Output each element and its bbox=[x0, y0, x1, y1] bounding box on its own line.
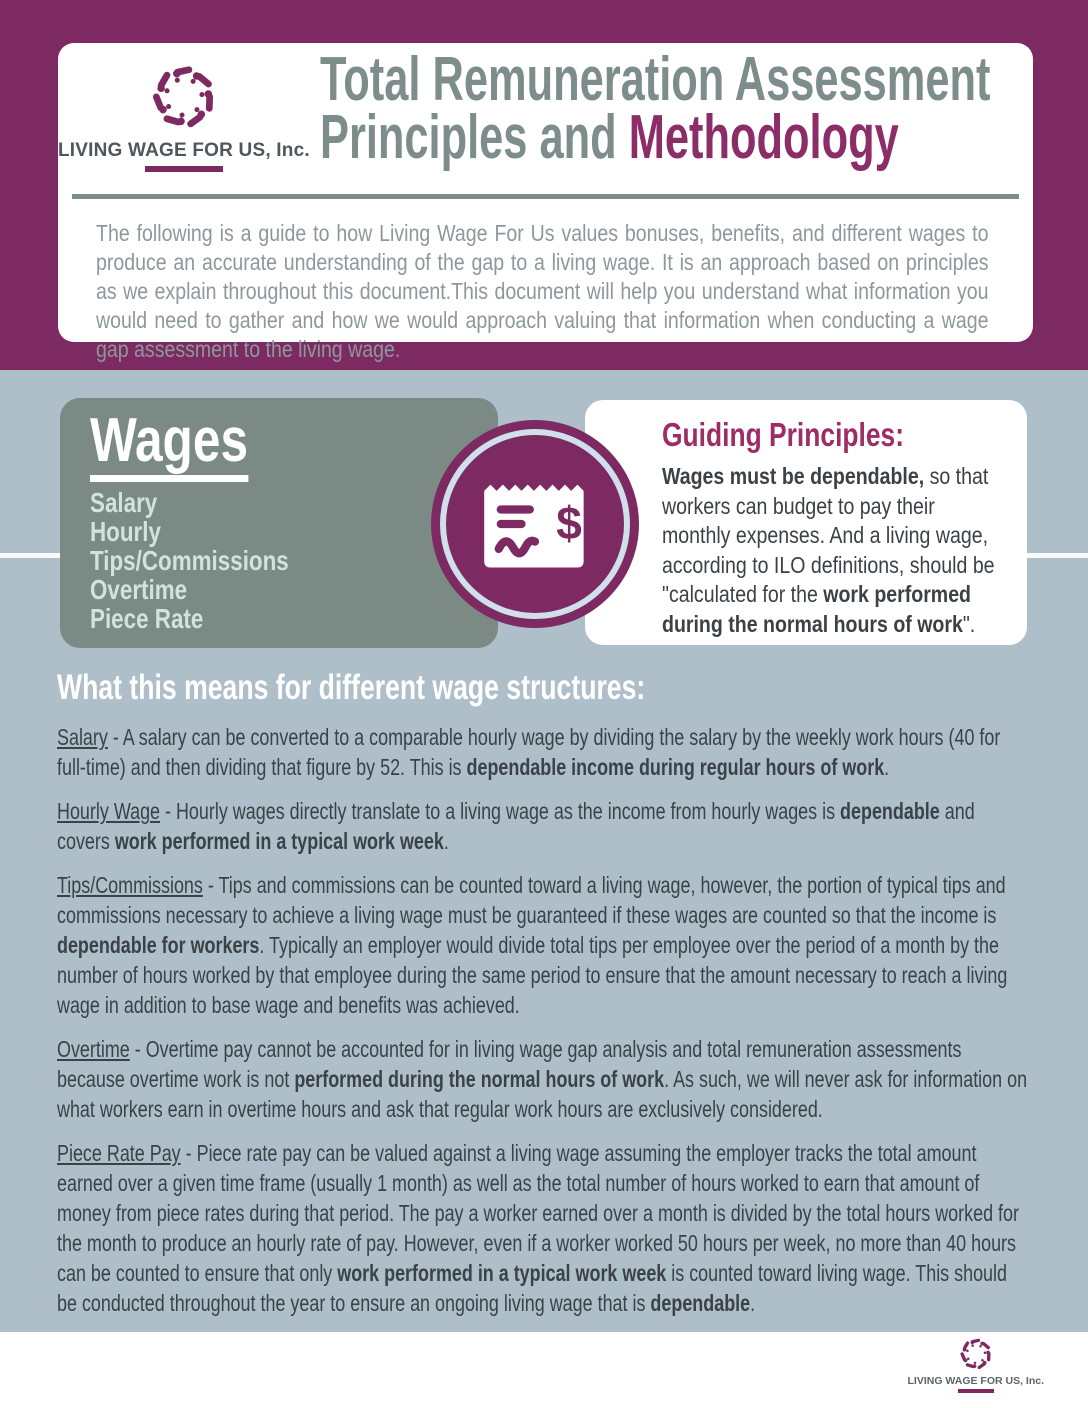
footer-logo-underline bbox=[958, 1389, 994, 1393]
paycheck-icon bbox=[431, 420, 639, 628]
guiding-principles-body: Wages must be dependable, so that workers can budget to pay their monthly expenses. And a living wage, according to ILO definitions, should be "calculated for the work performed during the normal hours of work". bbox=[662, 463, 995, 637]
wage-structure-paragraphs bbox=[57, 722, 1030, 1332]
footer bbox=[0, 1332, 1088, 1408]
wages-list bbox=[90, 488, 416, 633]
paragraph-hourly-wage: Hourly Wage - Hourly wages directly translate to a living wage as the income from hourly wages is dependable and covers work performed in a typical work week. bbox=[57, 798, 975, 854]
page-title-line2 bbox=[319, 103, 990, 172]
body-section bbox=[0, 370, 1088, 1332]
logo-wordmark: LIVING WAGE FOR US, Inc. bbox=[58, 140, 310, 161]
page-title-line2-accent: Methodology bbox=[628, 103, 899, 172]
paragraph-overtime: Overtime - Overtime pay cannot be accounted for in living wage gap analysis and total remuneration assessments because overtime work is not performed during the normal hours of work. As such, we will never ask for information on what workers earn in overtime hours and ask that regular work hours are exclusively considered. bbox=[57, 1036, 1028, 1122]
living-wage-logo-icon bbox=[142, 59, 226, 135]
brand-logo bbox=[58, 43, 310, 195]
paragraph-salary: Salary - A salary can be converted to a comparable hourly wage by dividing the salary by the weekly work hours (40 for full-time) and then dividing that figure by 52. This is dependable income during regular hours of work. bbox=[57, 724, 1001, 780]
header-divider bbox=[72, 194, 1019, 199]
page-title-line2-prefix: Principles and bbox=[319, 103, 629, 172]
guiding-principles-title: Guiding Principles: bbox=[662, 416, 905, 453]
living-wage-logo-icon-small bbox=[955, 1335, 997, 1373]
guiding-principles-card bbox=[585, 400, 1027, 645]
section-heading: What this means for different wage structures: bbox=[57, 668, 646, 707]
footer-logo-wordmark: LIVING WAGE FOR US, Inc. bbox=[907, 1375, 1044, 1387]
page-title-line1: Total Remuneration Assessment bbox=[319, 45, 991, 114]
wages-list-item: Hourly bbox=[90, 516, 161, 547]
paragraph-piece-rate: Piece Rate Pay - Piece rate pay can be valued against a living wage assuming the employer tracks the total amount earned over a given time frame (usually 1 month) as well as the total number of hours worked to earn that amount of money from piece rates during that period. The pay a worker earned over a month is divided by the total hours worked for the month to produce an hourly rate of pay. However, even if a worker worked 50 hours per week, no more than 40 hours can be counted to ensure that only work performed in a typical work week is counted toward living wage. This should be conducted throughout the year to ensure an ongoing living wage that is dependable. bbox=[57, 1140, 1019, 1316]
wages-list-item: Overtime bbox=[90, 574, 188, 605]
title-block bbox=[320, 43, 1088, 195]
footer-brand-logo bbox=[907, 1335, 1044, 1393]
wages-list-item: Piece Rate bbox=[90, 603, 204, 634]
wages-list-item: Salary bbox=[90, 487, 158, 518]
paragraph-tips-commissions: Tips/Commissions - Tips and commissions can be counted toward a living wage, however, the portion of typical tips and commissions necessary to achieve a living wage must be guaranteed if these wages are counted so that the income is dependable for workers. Typically an employer would divide total tips per employee over the period of a month by the number of hours worked by that employee during the same period to ensure that the amount necessary to reach a living wage in addition to base wage and benefits was achieved. bbox=[57, 872, 1008, 1018]
header-top bbox=[58, 43, 1033, 195]
dollar-sign-glyph: $ bbox=[556, 497, 582, 549]
header-card bbox=[58, 43, 1033, 362]
wages-list-item: Tips/Commissions bbox=[90, 545, 289, 576]
wages-card-title: Wages bbox=[90, 410, 248, 482]
intro-paragraph: The following is a guide to how Living Wage For Us values bonuses, benefits, and different wages to produce an accurate understanding of the gap to a living wage. It is an approach based on principles as we explain throughout this document.This document will help you understand what information you would need to gather and how we would approach valuing that information when conducting a wage gap assessment to the living wage. bbox=[96, 220, 989, 362]
logo-underline bbox=[145, 166, 223, 172]
